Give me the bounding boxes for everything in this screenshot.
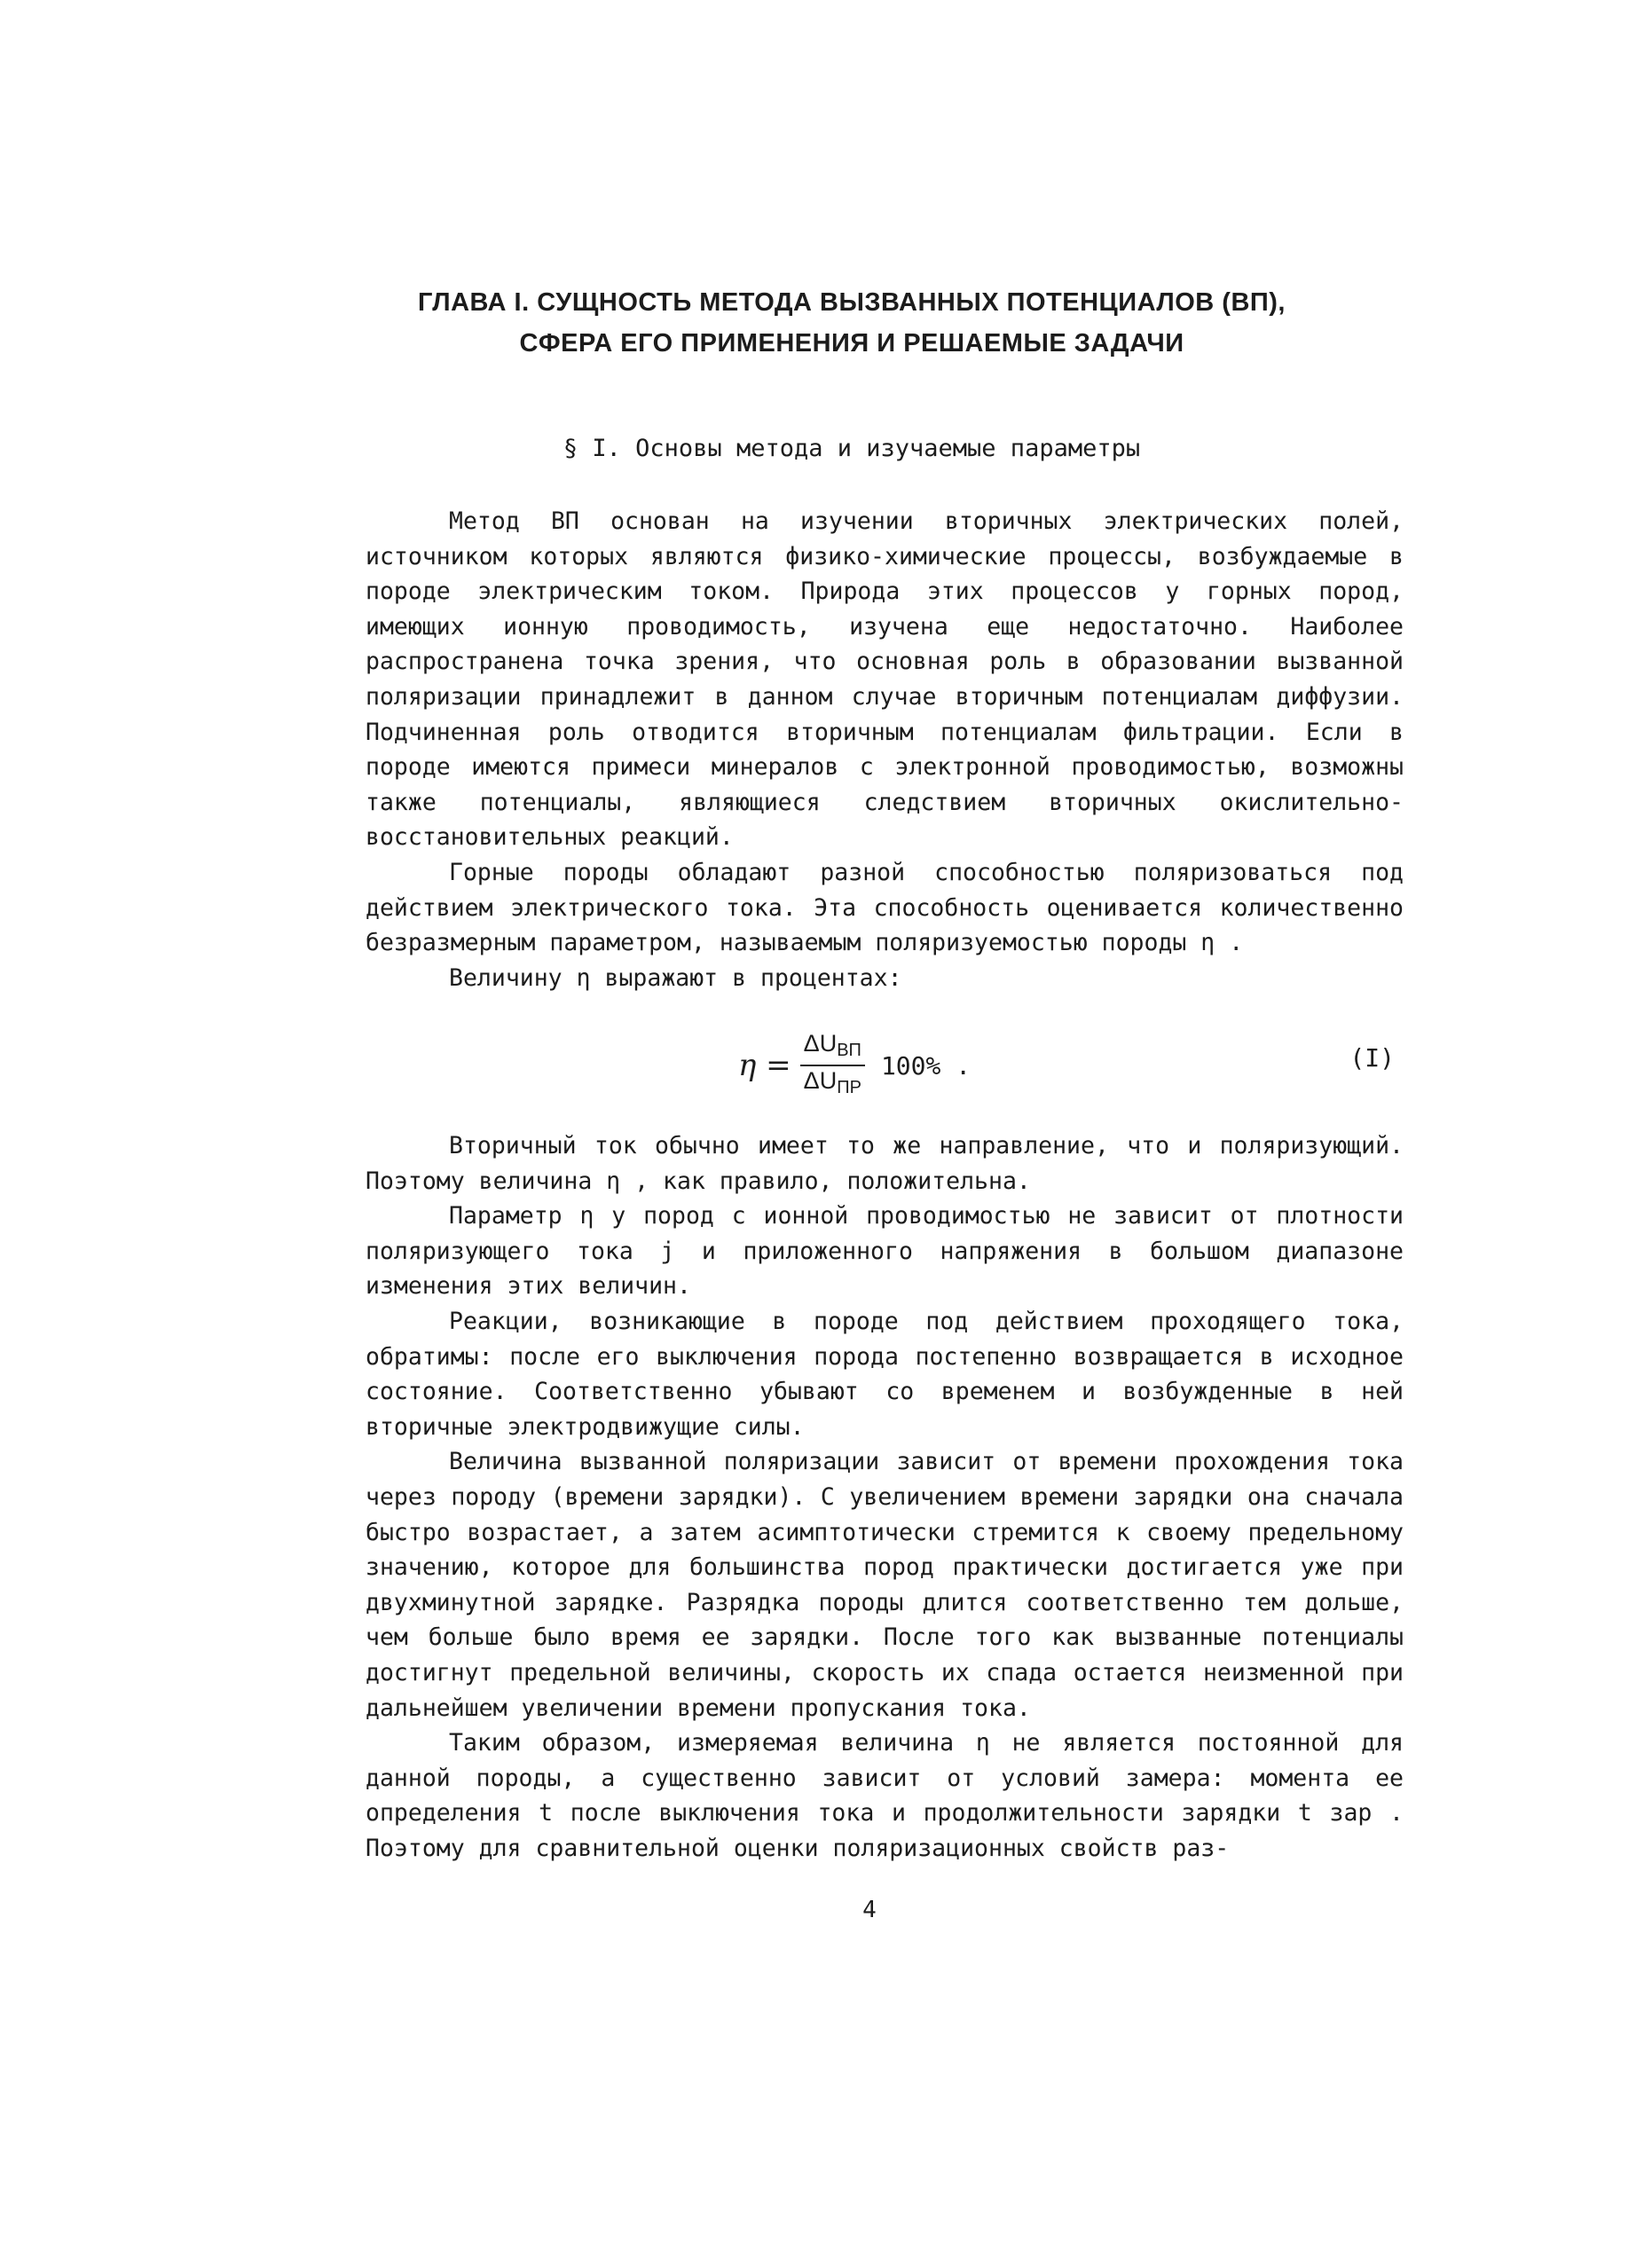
equation-body	[738, 1029, 971, 1102]
paragraph-5: Параметр η у пород с ионной проводимостью не зависит от плотности поляризующего тока j и приложенного напряжения в большом диапазоне изменения этих величин.	[366, 1202, 1404, 1301]
paragraph-2: Горные породы обладают разной способностью поляризоваться под действием электрического тока. Эта способность оценивается количественно безразмерным параметром, называемым поляризуемостью породы η .	[366, 858, 1404, 957]
paragraph-7: Величина вызванной поляризации зависит от времени прохождения тока через породу (времени зарядки). С увеличением времени зарядки она сначала быстро возрастает, а затем асимптотически стремится к своему предельному значению, которое для большинства пород практически достигается уже при двухминутной зарядке. Разрядка породы длится соответственно тем дольше, чем больше было время ее зарядки. После того как вызванные потенциалы достигнут предельной величины, скорость их спада остается неизменной при дальнейшем увеличении времени пропускания тока.	[366, 1448, 1404, 1722]
paragraph-8: Таким образом, измеряемая величина η не является постоянной для данной породы, а существенно зависит от условий замера: момента ее определения t после выключения тока и продолжительности зарядки t зар . Поэтому для сравнительной оценки поляризационных свойств раз-	[366, 1729, 1404, 1862]
paragraph-3: Величину η выражают в процентах:	[449, 963, 902, 992]
equation-tail: 100% .	[880, 1050, 972, 1081]
numerator-main: ΔU	[803, 1030, 838, 1057]
section-title: § I. Основы метода и изучаемые параметры	[562, 435, 1141, 462]
denominator-subscript: ПР	[837, 1078, 861, 1097]
paragraph-6: Реакции, возникающие в породе под действием проходящего тока, обратимы: после его выключения порода постепенно возвращается в исходное состояние. Соответственно убывают со временем и возбужденные в ней вторичные электродвижущие силы.	[366, 1307, 1404, 1441]
chapter-title	[373, 282, 1331, 364]
paragraph-4: Вторичный ток обычно имеет то же направление, что и поляризующий. Поэтому величина η , как правило, положительна.	[366, 1132, 1404, 1195]
fraction-numerator	[800, 1029, 865, 1066]
body-text-upper	[366, 504, 1404, 995]
chapter-title-line-2: СФЕРА ЕГО ПРИМЕНЕНИЯ И РЕШАЕМЫЕ ЗАДАЧИ	[519, 329, 1184, 358]
equation-lhs: η =	[738, 1048, 791, 1083]
denominator-main: ΔU	[803, 1067, 838, 1094]
numerator-subscript: ВП	[837, 1041, 861, 1060]
page-number: 4	[862, 1897, 877, 1923]
body-text-lower	[366, 1128, 1404, 1866]
equation-1	[366, 1024, 1404, 1104]
equation-fraction	[800, 1029, 865, 1102]
equation-number: (I)	[1349, 1043, 1395, 1073]
chapter-title-line-1: ГЛАВА I. СУЩНОСТЬ МЕТОДА ВЫЗВАННЫХ ПОТЕНЦИАЛОВ (ВП),	[418, 288, 1286, 317]
paragraph-1: Метод ВП основан на изучении вторичных электрических полей, источником которых являются физико-химические процессы, возбуждаемые в породе электрическим током. Природа этих процессов у горных пород, имеющих ионную проводимость, изучена еще недостаточно. Наиболее распространена точка зрения, что основная роль в образовании вызванной поляризации принадлежит в данном случае вторичным потенциалам диффузии. Подчиненная роль отводится вторичным потенциалам фильтрации. Если в породе имеются примеси минералов с электронной проводимостью, возможны также потенциалы, являющиеся следствием вторичных окислительно-восстановительных реакций.	[366, 507, 1404, 852]
fraction-denominator	[800, 1066, 865, 1102]
